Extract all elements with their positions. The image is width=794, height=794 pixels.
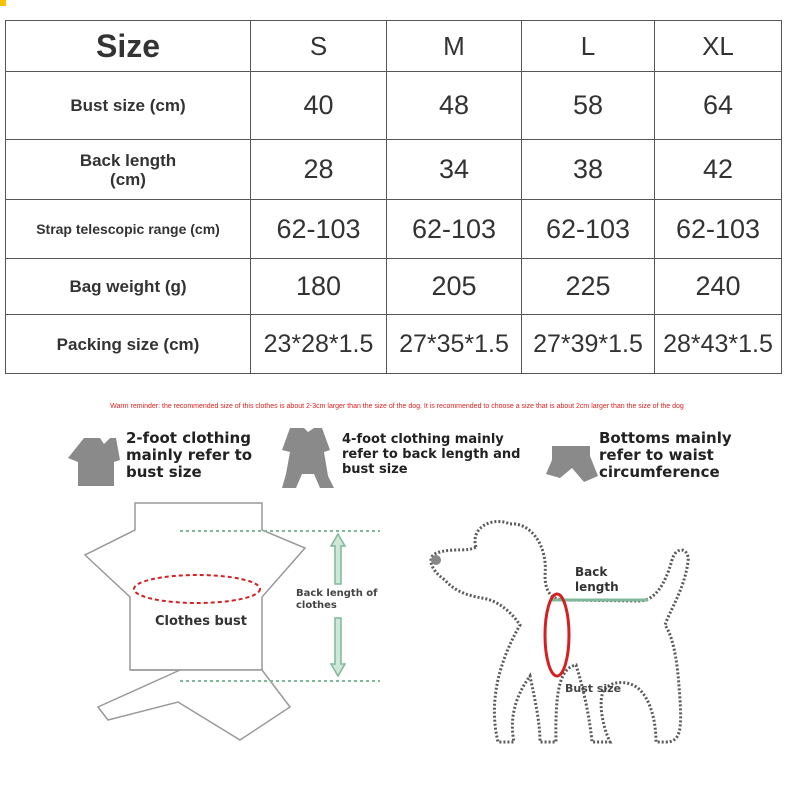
cell-bust-m: 48 (387, 72, 522, 140)
size-header-label: Size (6, 21, 251, 72)
label-line: Back (575, 565, 608, 579)
row-label-line: Bag weight (g) (69, 277, 187, 296)
row-label-line: Packing size (cm) (56, 334, 200, 354)
cell-weight-l: 225 (522, 259, 655, 315)
cell-back-xl: 42 (655, 140, 782, 200)
bottoms-icon (546, 446, 598, 482)
legend-four-leg-text (342, 432, 520, 477)
cell-strap-s: 62-103 (251, 200, 387, 259)
size-header-s: S (251, 21, 387, 72)
legend-line: refer to waist (599, 446, 714, 464)
cell-bust-xl: 64 (655, 72, 782, 140)
cell-strap-l: 62-103 (522, 200, 655, 259)
warm-reminder: Warm reminder: the recommended size of this clothes is about 2-3cm larger than the size of the dog. It is recommended to choose a size that is about 2cm larger than the size of the dog (110, 403, 684, 410)
legend-line: bust size (126, 463, 202, 481)
legend-line: mainly refer to (126, 446, 253, 464)
cell-bust-s: 40 (251, 72, 387, 140)
cell-back-s: 28 (251, 140, 387, 200)
legend-bottoms-text (599, 430, 732, 481)
label-line: Back length of (296, 588, 378, 599)
dog-nose (431, 555, 441, 565)
clothes-back-length-label (296, 588, 378, 612)
legend-line: bust size (342, 462, 408, 477)
cell-back-m: 34 (387, 140, 522, 200)
label-line: length (575, 580, 619, 594)
size-header-l: L (522, 21, 655, 72)
size-header-m: M (387, 21, 522, 72)
dog-bust-ring (545, 594, 569, 676)
legend-two-leg-text (126, 430, 252, 481)
four-leg-suit-icon (282, 428, 334, 488)
cell-weight-xl: 240 (655, 259, 782, 315)
row-label-line: (cm) (110, 169, 146, 189)
cell-packing-m: 27*35*1.5 (387, 315, 522, 374)
dog-outline (431, 521, 688, 742)
cell-weight-s: 180 (251, 259, 387, 315)
row-label-line: Strap telescopic range (cm) (36, 220, 220, 237)
dog-back-length-label (575, 565, 619, 595)
legend-line: Bottoms mainly (599, 429, 732, 447)
label-line: clothes (296, 600, 337, 611)
legend-line: 2-foot clothing (126, 429, 251, 447)
size-header-xl: XL (655, 21, 782, 72)
cell-strap-xl: 62-103 (655, 200, 782, 259)
legend-line: circumference (599, 463, 720, 481)
row-label-line: Back length (79, 150, 177, 170)
clothes-bust-label: Clothes bust (155, 614, 247, 629)
dog-bust-size-label: Bust size (565, 682, 622, 695)
cell-strap-m: 62-103 (387, 200, 522, 259)
cell-packing-xl: 28*43*1.5 (655, 315, 782, 374)
cell-weight-m: 205 (387, 259, 522, 315)
two-leg-shirt-icon (68, 438, 120, 486)
cell-bust-l: 58 (522, 72, 655, 140)
cell-packing-l: 27*39*1.5 (522, 315, 655, 374)
legend-line: 4-foot clothing mainly (342, 432, 504, 447)
legend-line: refer to back length and (342, 447, 521, 462)
row-label-line: Bust size (cm) (70, 96, 186, 115)
cell-back-l: 38 (522, 140, 655, 200)
cell-packing-s: 23*28*1.5 (251, 315, 387, 374)
